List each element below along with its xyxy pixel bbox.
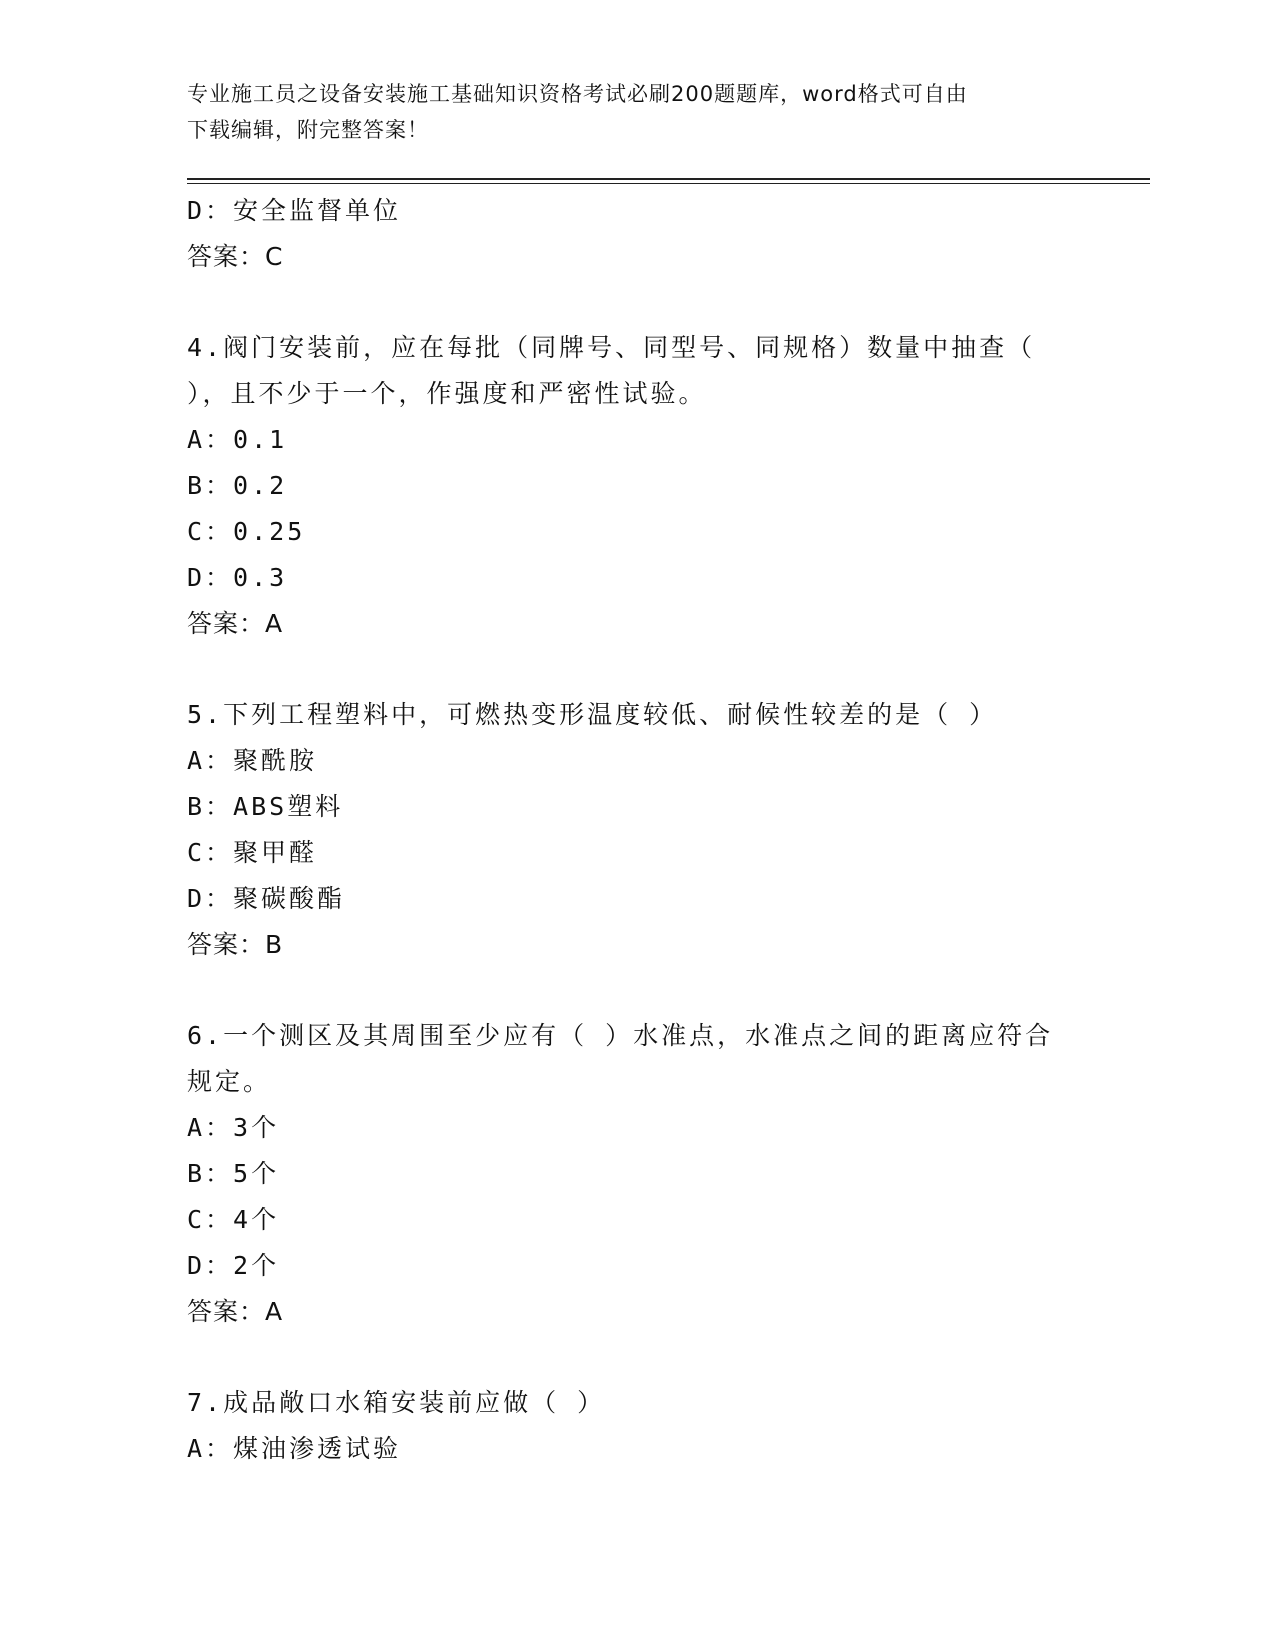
option-d: D：0.3 xyxy=(187,563,288,592)
question-7 xyxy=(187,1380,1087,1472)
question-spacer xyxy=(187,647,1087,692)
question-list xyxy=(187,188,1087,1472)
question-spacer xyxy=(187,1335,1087,1380)
header-divider-thin xyxy=(187,183,1150,184)
option-d: D：聚碳酸酯 xyxy=(187,884,346,913)
answer-line: 答案：A xyxy=(187,609,284,638)
page-header xyxy=(187,76,1087,148)
answer-line: 答案：A xyxy=(187,1297,284,1326)
question-stem: 5.下列工程塑料中，可燃热变形温度较低、耐候性较差的是（ ） xyxy=(187,700,998,729)
answer-line: 答案：B xyxy=(187,930,284,959)
option-b: B：5个 xyxy=(187,1159,280,1188)
header-divider-thick xyxy=(187,178,1150,180)
question-5 xyxy=(187,692,1087,968)
option-d: D：2个 xyxy=(187,1251,280,1280)
option-c: C：4个 xyxy=(187,1205,280,1234)
option-b: B：0.2 xyxy=(187,471,288,500)
question-spacer xyxy=(187,280,1087,325)
question-stem: 4.阀门安装前，应在每批（同牌号、同型号、同规格）数量中抽查（ xyxy=(187,333,1036,362)
question-3 xyxy=(187,188,1087,280)
question-stem: 7.成品敞口水箱安装前应做（ ） xyxy=(187,1388,606,1417)
header-line-2: 下载编辑，附完整答案！ xyxy=(187,118,429,142)
option-a: A：3个 xyxy=(187,1113,280,1142)
option-a: A：煤油渗透试验 xyxy=(187,1434,402,1463)
answer-line: 答案：C xyxy=(187,242,284,271)
header-line-1: 专业施工员之设备安装施工基础知识资格考试必刷200题题库，word格式可自由 xyxy=(187,82,968,106)
option-d: D：安全监督单位 xyxy=(187,196,402,225)
question-spacer xyxy=(187,968,1087,1013)
question-stem: 6.一个测区及其周围至少应有（ ）水准点，水准点之间的距离应符合 xyxy=(187,1021,1054,1050)
question-stem-continued: ），且不少于一个，作强度和严密性试验。 xyxy=(187,379,707,408)
option-a: A：聚酰胺 xyxy=(187,746,318,775)
option-c: C：聚甲醛 xyxy=(187,838,318,867)
question-4 xyxy=(187,325,1087,647)
question-6 xyxy=(187,1013,1087,1335)
question-stem-continued: 规定。 xyxy=(187,1067,272,1096)
option-b: B：ABS塑料 xyxy=(187,792,344,821)
option-a: A：0.1 xyxy=(187,425,288,454)
option-c: C：0.25 xyxy=(187,517,306,546)
